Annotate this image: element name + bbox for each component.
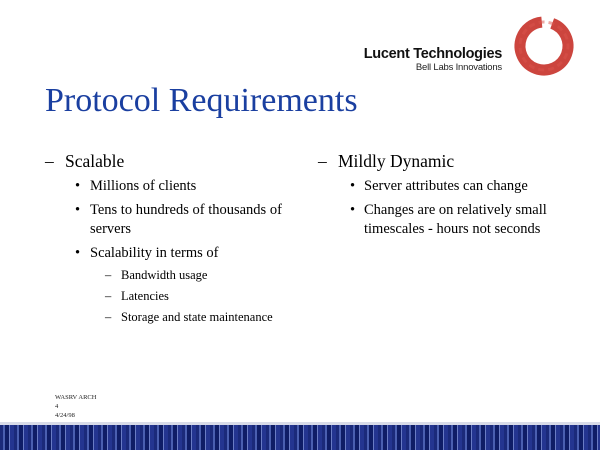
brand-block	[352, 46, 502, 73]
footer-line-3: 4/24/98	[55, 412, 75, 419]
left-sub-bullet-1-text: Bandwidth usage	[121, 268, 208, 282]
footer-line-1: WASRV ARCH	[55, 394, 97, 401]
bullet-marker: •	[75, 202, 81, 218]
footer-band-pattern	[0, 425, 600, 450]
dash-marker: –	[105, 268, 112, 282]
bullet-marker: •	[75, 245, 81, 261]
left-heading-text: Scalable	[65, 151, 125, 171]
left-bullet-1	[45, 177, 295, 196]
left-bullet-3-text: Scalability in terms of	[90, 245, 219, 261]
lucent-logo-ring-icon	[512, 14, 576, 78]
bullet-marker: •	[350, 202, 356, 218]
left-column	[45, 150, 295, 326]
left-heading	[45, 150, 295, 172]
left-bullet-1-text: Millions of clients	[90, 178, 197, 194]
right-heading-text: Mildly Dynamic	[338, 151, 455, 171]
dash-marker: –	[45, 151, 54, 171]
right-bullet-1	[318, 177, 568, 196]
bullet-marker: •	[75, 178, 81, 194]
left-sub-bullet-3-text: Storage and state maintenance	[121, 310, 273, 324]
left-sub-bullet-2	[45, 288, 295, 305]
bullet-marker: •	[350, 178, 356, 194]
left-bullet-3	[45, 244, 295, 263]
right-bullet-1-text: Server attributes can change	[364, 178, 528, 194]
slide-title: Protocol Requirements	[45, 82, 358, 119]
left-sub-bullet-1	[45, 267, 295, 284]
left-bullet-2	[45, 201, 295, 239]
left-sub-bullet-2-text: Latencies	[121, 289, 169, 303]
right-heading	[318, 150, 568, 172]
right-bullet-2-text: Changes are on relatively small timescales - hours not seconds	[364, 202, 547, 237]
dash-marker: –	[318, 151, 327, 171]
dash-marker: –	[105, 310, 112, 324]
slide-footer	[55, 393, 96, 420]
dash-marker: –	[105, 289, 112, 303]
brand-name: Lucent Technologies	[363, 46, 502, 62]
right-column	[318, 150, 568, 239]
footer-line-2: 4	[55, 403, 59, 410]
left-bullet-2-text: Tens to hundreds of thousands of servers	[90, 202, 282, 237]
left-sub-bullet-3	[45, 309, 295, 326]
right-bullet-2	[318, 201, 568, 239]
brand-subtitle: Bell Labs Innovations	[415, 62, 502, 73]
